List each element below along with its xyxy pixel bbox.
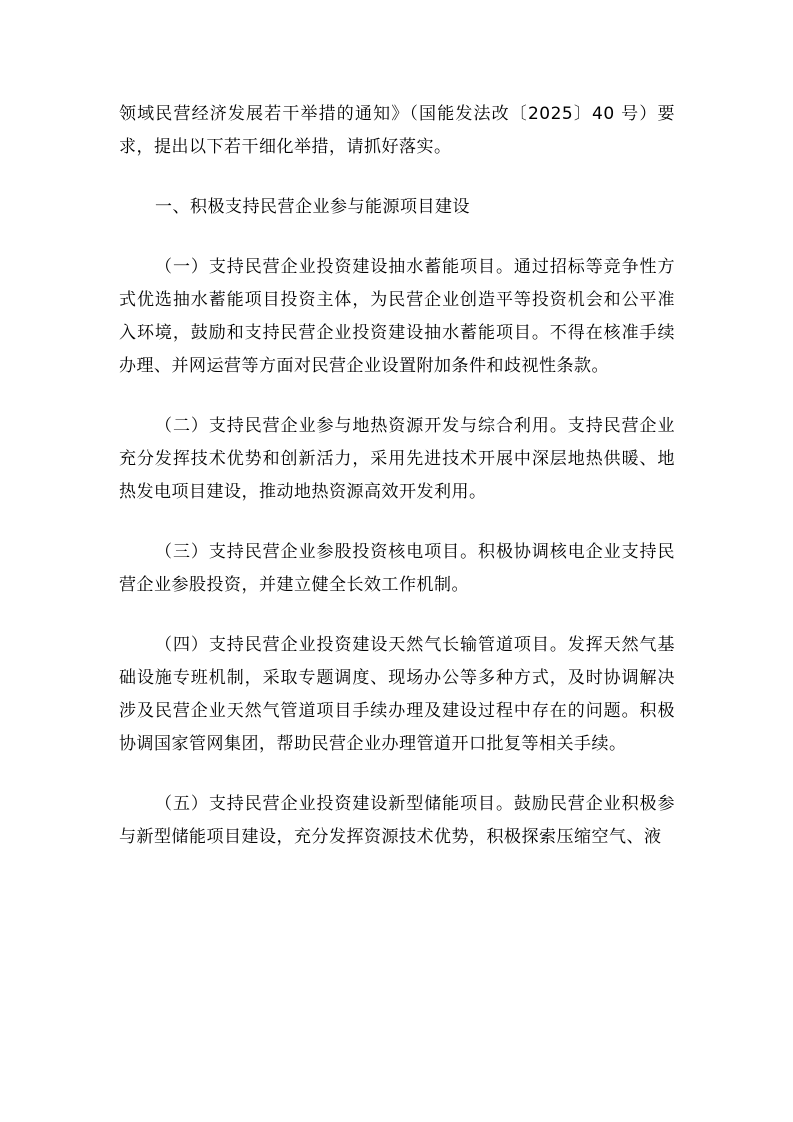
item-paragraph-5: （五）支持民营企业投资建设新型储能项目。鼓励民营企业积极参与新型储能项目建设，充分发挥资源技术优势，积极探索压缩空气、液 [119,794,675,847]
document-body [119,98,675,854]
item-paragraph-3: （三）支持民营企业参股投资核电项目。积极协调核电企业支持民营企业参股投资，并建立健全长效工作机制。 [119,542,675,595]
item-paragraph-4: （四）支持民营企业投资建设天然气长输管道项目。发挥天然气基础设施专班机制，采取专题调度、现场办公等多种方式，及时协调解决涉及民营企业天然气管道项目手续办理及建设过程中存在的问题。积极协调国家管网集团，帮助民营企业办理管道开口批复等相关手续。 [119,635,675,754]
intro-paragraph: 领域民营经济发展若干举措的通知》（国能发法改〔2025〕40 号）要求，提出以下若干细化举措，请抓好落实。 [119,104,675,157]
item-paragraph-2: （二）支持民营企业参与地热资源开发与综合利用。支持民营企业充分发挥技术优势和创新活力，采用先进技术开展中深层地热供暖、地热发电项目建设，推动地热资源高效开发利用。 [119,416,675,502]
section-heading: 一、积极支持民营企业参与能源项目建设 [155,197,470,217]
item-paragraph-1: （一）支持民营企业投资建设抽水蓄能项目。通过招标等竞争性方式优选抽水蓄能项目投资主体，为民营企业创造平等投资机会和公平准入环境，鼓励和支持民营企业投资建设抽水蓄能项目。不得在核准手续办理、并网运营等方面对民营企业设置附加条件和歧视性条款。 [119,257,675,376]
